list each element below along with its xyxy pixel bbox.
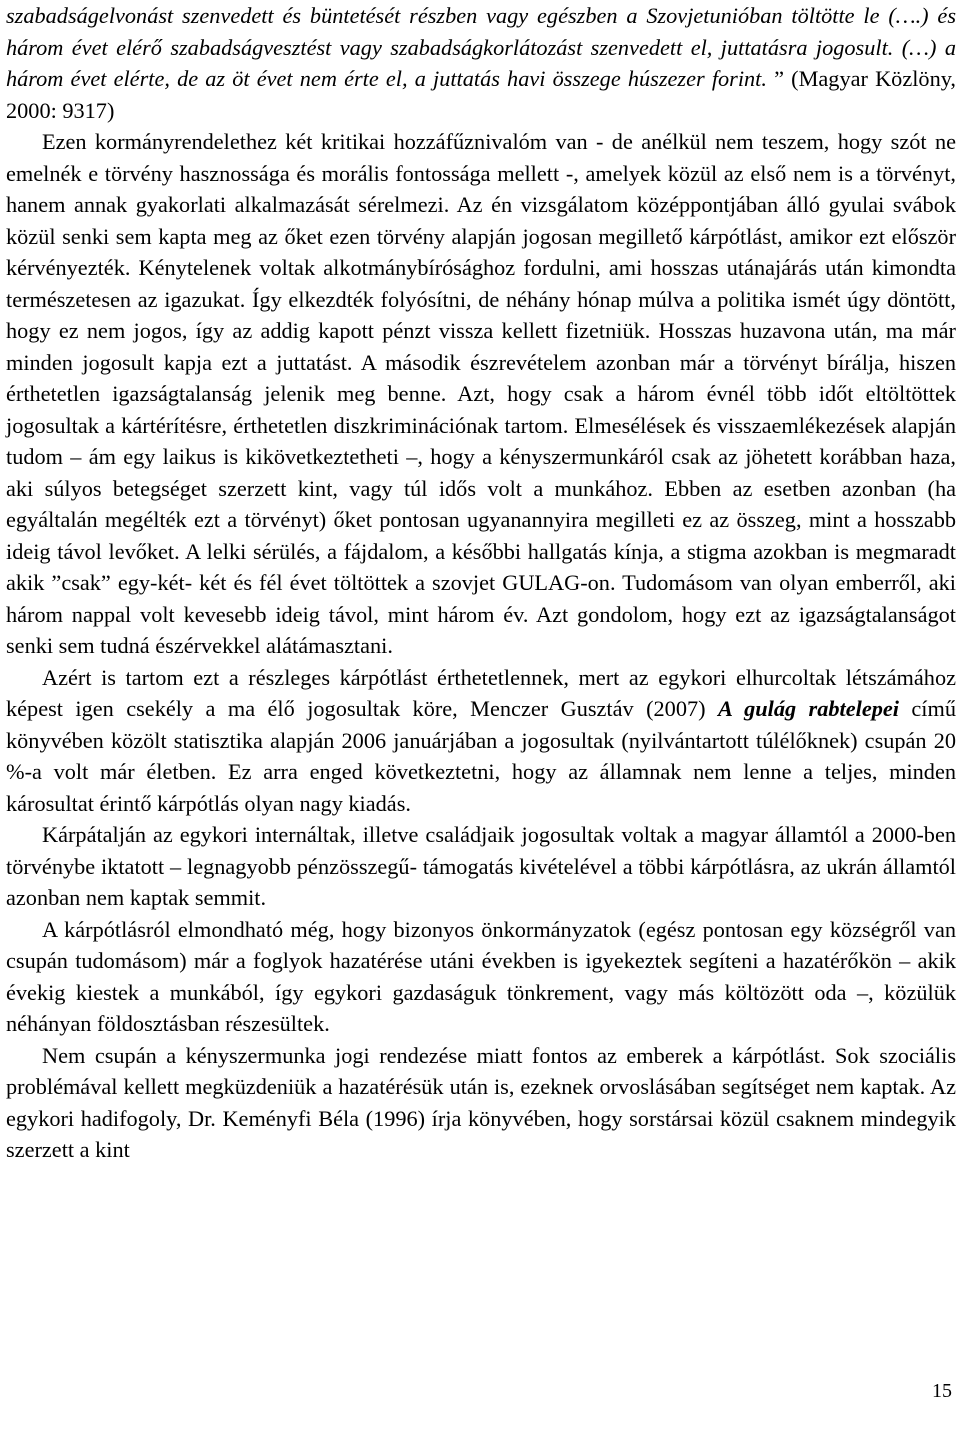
- paragraph-karpatalja: Kárpátalján az egykori internáltak, illetve családjaik jogosultak voltak a magyar államtól a 2000-ben törvénybe iktatott – legnagyobb pénzösszegű- támogatás kivételével a többi kárpótlásra, az ukrán államtól azonban nem kaptak semmit.: [6, 822, 956, 910]
- paragraph-critique: Ezen kormányrendelethez két kritikai hozzáfűznivalóm van - de anélkül nem teszem, hogy szót ne emelnék e törvény hasznossága és morális fontossága mellett -, amelyek közül az első nem is a törvényt, hanem annak gyakorlati alkalmazását sérelmezi. Az én vizsgálatom középpontjában álló gyulai svábok közül senki sem kapta meg az őket ezen törvény alapján jogosan megillető kárpótlást, amikor ezt először kérvényezték. Kénytelenek voltak alkotmánybírósághoz fordulni, ami hosszas utánajárás után kimondta természetesen az igazukat. Így elkezdték folyósítni, de néhány hónap múlva a politika ismét úgy döntött, hogy ez nem jogos, így az addig kapott pénzt vissza kellett fizetniük. Hosszas huzavona után, ma már minden jogosult kapja ezt a juttatást. A második észrevételem azonban már a törvényt bírálja, hiszen érthetetlen igazságtalanság jelenik meg benne. Azt, hogy csak a három évnél több időt eltöltöttek jogosultak a kártérítésre, érthetetlen diszkriminációnak tartom. Elmesélések és visszaemlékezések alapján tudom – ám egy laikus is kikövetkeztetheti –, hogy a kényszermunkáról csak az jöhetett korábban haza, aki súlyos betegséget szerzett kint, vagy túl idős volt a munkához. Ebben az esetben azonban (ha egyáltalán megélték ezt a törvényt) őket pontosan ugyanannyira megilleti ez az összeg, mint a hosszabb ideig távol levőket. A lelki sérülés, a fájdalom, a későbbi hallgatás kínja, a stigma azokban is megmaradt akik ”csak” egy-két- két és fél évet töltöttek a szovjet GULAG-on. Tudomásom van olyan emberről, aki három nappal volt kevesebb ideig távol, mint három év. Azt gondolom, hogy ezt az igazságtalanságot senki sem tudná észérvekkel alátámasztani.: [6, 129, 956, 658]
- paragraph-quote: [6, 0, 956, 126]
- paragraph-statistics: [6, 662, 956, 820]
- page-number: 15: [932, 1380, 952, 1402]
- statistics-text-before: Azért is tartom ezt a részleges kárpótlást érthetetlennek, mert az egykori elhurcoltak létszámához képest igen csekély a ma élő jogosultak köre, Menczer Gusztáv (2007): [6, 664, 956, 721]
- law-citation: ” (Magyar Közlöny, 2000: 9317): [6, 66, 956, 123]
- law-quote: szabadságelvonást szenvedett és büntetését részben vagy egészben a Szovjetunióban töltötte le (….) és három évet elérő szabadságvesztést vagy szabadságkorlátozást szenvedett el, juttatásra jogosult. (…) a három évet elérte, de az öt évet nem érte el, a juttatás havi összege húszezer forint.: [6, 3, 956, 91]
- book-title: A gulág rabtelepei: [718, 696, 899, 721]
- paragraph-social-problems: Nem csupán a kényszermunka jogi rendezése miatt fontos az emberek a kárpótlást. Sok szociális problémával kellett megküzdeniük a hazatérésük után is, ezeknek orvoslásában segítséget nem kaptak. Az egykori hadifogoly, Dr. Keményfi Béla (1996) írja könyvében, hogy sorstársai közül csaknem mindegyik szerzett a kint: [6, 1042, 956, 1162]
- paragraph-local-governments: A kárpótlásról elmondható még, hogy bizonyos önkormányzatok (egész pontosan egy községről van csupán tudomásom) már a foglyok hazatérése utáni években is igyekeztek segíteni a hazatérőkön – akik évekig kiestek a munkából, így egykori gazdaságuk tönkrement, vagy más költözött oda –, közülük néhányan földosztásban részesültek.: [6, 916, 956, 1036]
- document-page: [6, 0, 956, 1166]
- statistics-text-after: című könyvében közölt statisztika alapján 2006 januárjában a jogosultak (nyilvántartott túlélőknek) csupán 20 %-a volt már életben. Ez arra enged következtetni, hogy az államnak nem lenne a teljes, minden károsultat érintő kárpótlás olyan nagy kiadás.: [6, 696, 956, 816]
